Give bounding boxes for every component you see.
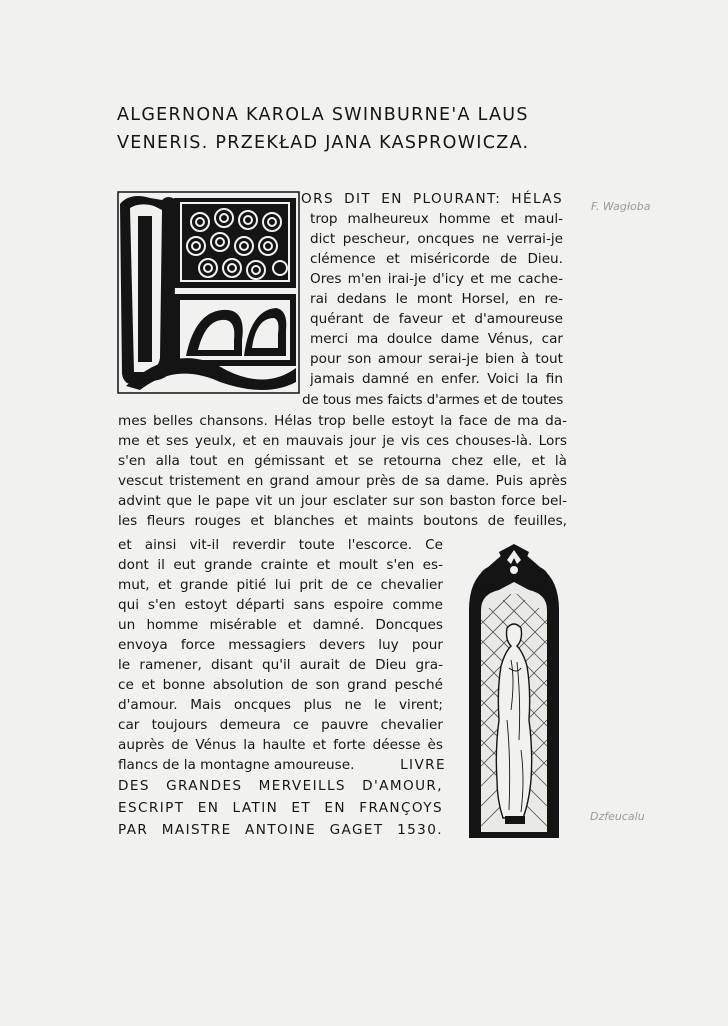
text-line: et ainsi vit-il reverdir toute l'escorce. Ce: [118, 537, 443, 553]
text-line: mut, et grande pitié lui prit de ce chevalier: [118, 577, 443, 593]
closing-line: PAR MAISTRE ANTOINE GAGET 1530.: [118, 822, 443, 838]
text-line: Ores m'en irai-je d'icy et me cache-: [310, 271, 563, 287]
text-line: car toujours demeura ce pauvre chevalier: [118, 717, 443, 733]
closing-word-livre: LIVRE: [400, 757, 446, 773]
text-line: auprès de Vénus la haulte et forte déesse ès: [118, 737, 443, 753]
text-line: pour son amour serai-je bien à tout: [310, 351, 563, 367]
title-line-1: ALGERNONA KAROLA SWINBURNE'A LAUS: [117, 105, 529, 125]
text-line: s'en alla tout en gémissant et se retourna chez elle, et là: [118, 453, 567, 469]
text-line: ORS DIT EN PLOURANT: HÉLAS: [301, 191, 563, 207]
text-line: jamais damné en enfer. Voici la fin: [310, 371, 563, 387]
text-line: flancs de la montagne amoureuse.: [118, 757, 355, 773]
gothic-window-figure-illustration: [459, 540, 569, 840]
text-line: le ramener, disant qu'il aurait de Dieu gra-: [118, 657, 443, 673]
text-line: advint que le pape vit un jour esclater sur son baston force bel-: [118, 493, 567, 509]
text-line: clémence et miséricorde de Dieu.: [310, 251, 563, 267]
text-line: un homme misérable et damné. Doncques: [118, 617, 443, 633]
title-line-2: VENERIS. PRZEKŁAD JANA KASPROWICZA.: [117, 133, 530, 153]
closing-line: ESCRIPT EN LATIN ET EN FRANÇOYS: [118, 800, 443, 816]
initial-letter-l-ornament: [116, 190, 301, 395]
text-line: ce et bonne absolution de son grand pesché: [118, 677, 443, 693]
text-line: de tous mes faicts d'armes et de toutes: [302, 392, 563, 408]
text-line: trop malheureux homme et maul-: [310, 211, 563, 227]
text-line: d'amour. Mais oncques plus ne le virent;: [118, 697, 443, 713]
text-line: quérant de faveur et d'amoureuse: [310, 311, 563, 327]
closing-line: DES GRANDES MERVEILLS D'AMOUR,: [118, 778, 443, 794]
text-line: les fleurs rouges et blanches et maints boutons de feuilles,: [118, 513, 567, 529]
pencil-signature-bottom: Dzfeucalu: [590, 810, 645, 823]
text-line: vescut tristement en grand amour près de sa dame. Puis après: [118, 473, 567, 489]
text-line: dont il eut grande crainte et moult s'en es-: [118, 557, 443, 573]
text-line: dict pescheur, oncques ne verrai-je: [310, 231, 563, 247]
text-line: envoya force messagiers devers luy pour: [118, 637, 443, 653]
text-line: merci ma doulce dame Vénus, car: [310, 331, 563, 347]
text-line: rai dedans le mont Horsel, en re-: [310, 291, 563, 307]
text-line: qui s'en estoyt départi sans espoire comme: [118, 597, 443, 613]
text-line: me et ses yeulx, et en mauvais jour je vis ces chouses-là. Lors: [118, 433, 567, 449]
pencil-signature-top: F. Wagłoba: [591, 200, 651, 213]
text-line: mes belles chansons. Hélas trop belle estoyt la face de ma da-: [118, 413, 567, 429]
